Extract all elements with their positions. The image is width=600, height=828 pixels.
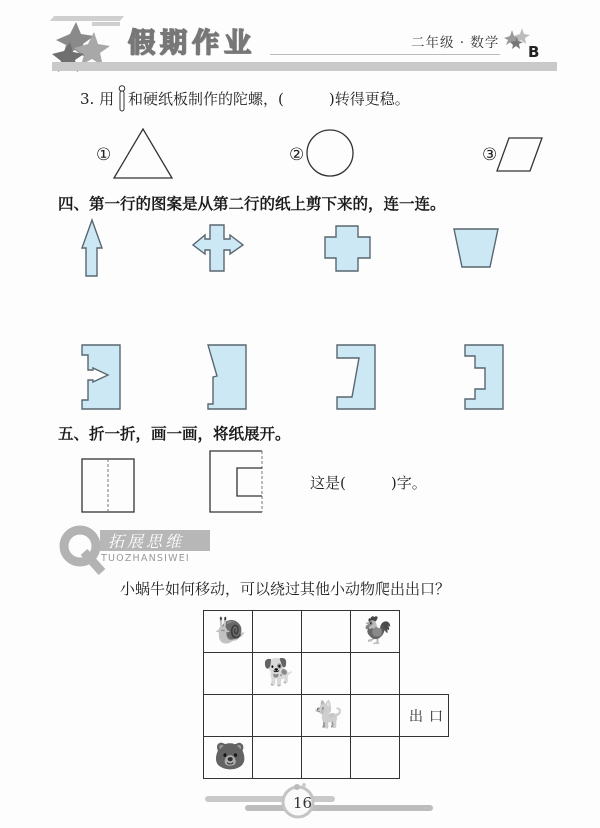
q-logo-icon [58, 524, 106, 574]
question-3-prefix: 3. 用 [80, 90, 115, 108]
grid-cell[interactable] [350, 736, 400, 779]
grid-cell[interactable] [301, 610, 351, 653]
exit-label: 出口 [409, 709, 449, 725]
header-title: 假期作业 [128, 28, 256, 59]
trapezoid-shape[interactable] [452, 227, 502, 271]
pin-icon [118, 85, 126, 113]
cat-icon: 🐈 [312, 700, 345, 730]
parallelogram-shape [496, 137, 544, 173]
plus-cross-shape[interactable] [323, 224, 373, 274]
section-5-title: 五、折一折，画一画，将纸展开。 [58, 425, 291, 443]
grid-cell[interactable] [301, 736, 351, 779]
edition-badge: B [528, 43, 540, 61]
dog-icon: 🐕 [263, 658, 296, 688]
header-band [52, 62, 557, 71]
extension-banner-subtitle: TUOZHANSIWEI [101, 553, 190, 564]
question-3-text: 和硬纸板制作的陀螺，( )转得更稳。 [128, 90, 410, 108]
header-underline [270, 54, 500, 55]
grid-cell[interactable] [203, 652, 253, 695]
snail-icon: 🐌 [214, 616, 247, 646]
small-stars-icon [502, 28, 530, 50]
extension-question: 小蜗牛如何移动，可以绕过其他小动物爬出出口？ [120, 580, 451, 598]
section-4-title: 四、第一行的图案是从第二行的纸上剪下来的，连一连。 [58, 195, 446, 213]
option-2-label: ② [289, 145, 305, 165]
grid-cell[interactable] [252, 694, 302, 737]
header-decor-line [50, 16, 124, 21]
folded-paper-1 [80, 457, 138, 515]
paper-trapezoid-cut[interactable] [335, 343, 379, 413]
extension-banner-title: 拓展思维 [108, 532, 185, 551]
grid-cell[interactable] [350, 694, 400, 737]
grid-cell[interactable] [350, 652, 400, 695]
section-5-answer-prompt: 这是( )字。 [310, 474, 427, 492]
bear-icon: 🐻 [214, 742, 247, 772]
triangle-shape [113, 128, 173, 180]
grid-cell[interactable] [252, 736, 302, 779]
paper-arrow-cut[interactable] [80, 343, 124, 413]
folded-paper-2 [208, 449, 266, 515]
footer-decor [200, 782, 440, 822]
rooster-icon: 🐓 [361, 616, 394, 646]
paper-slanted-cut[interactable] [206, 343, 250, 413]
circle-shape [305, 128, 355, 178]
grid-cell[interactable] [301, 652, 351, 695]
double-arrow-cross-shape[interactable] [191, 223, 247, 275]
maze-grid [203, 610, 449, 780]
grid-cell[interactable] [203, 694, 253, 737]
paper-step-cut[interactable] [463, 343, 507, 413]
grade-subject: 二年级 · 数学 [411, 35, 500, 51]
up-arrow-shape[interactable] [80, 218, 106, 278]
option-3-label: ③ [482, 145, 498, 165]
option-1-label: ① [96, 145, 112, 165]
page-number: 16 [293, 794, 313, 812]
grid-cell[interactable] [252, 610, 302, 653]
